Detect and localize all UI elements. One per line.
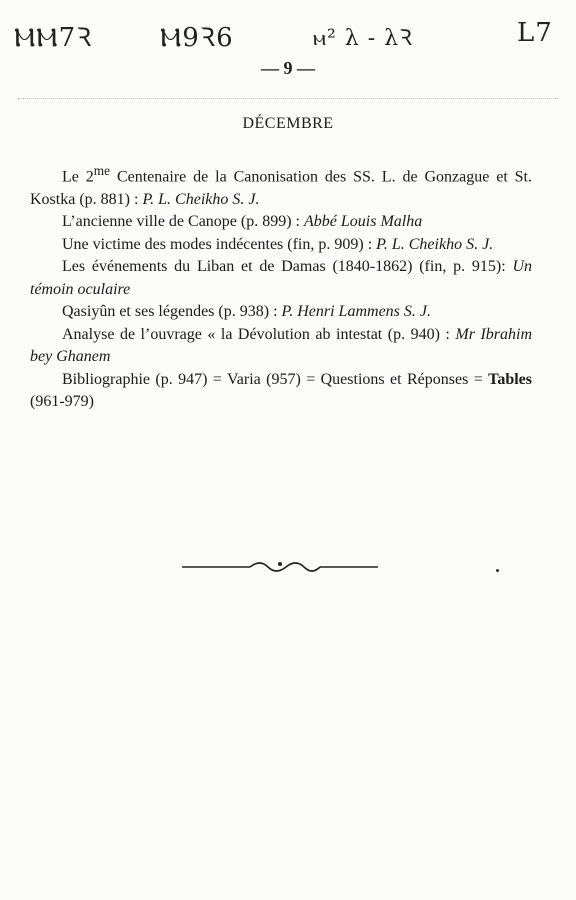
toc-entry bbox=[30, 211, 532, 234]
toc-entry bbox=[30, 256, 532, 301]
entry-text: Les événements du Liban et de Damas (1840-1862) (fin, p. 915): bbox=[62, 258, 513, 276]
handwritten-note-1: ⲘⲘ7Ꝛ bbox=[14, 23, 93, 53]
entry-text: Le 2 bbox=[62, 168, 94, 186]
handwritten-note-3: ⲙ² λ - λꝚ bbox=[313, 26, 413, 51]
entry-text: L’ancienne ville de Canope (p. 899) : bbox=[62, 213, 304, 231]
entry-text: (961-979) bbox=[30, 393, 94, 411]
toc-entry bbox=[30, 160, 532, 211]
entry-author: P. L. Cheikho S. J. bbox=[142, 190, 260, 208]
handwritten-note-4: L7 bbox=[517, 18, 553, 48]
entry-author: P. L. Cheikho S. J. bbox=[376, 235, 494, 253]
entry-text: Bibliographie (p. 947) = Varia (957) = Questions et Réponses = bbox=[62, 370, 489, 388]
dotted-rule bbox=[18, 98, 558, 99]
toc-entry bbox=[30, 301, 532, 324]
entry-text: Qasiyûn et ses légendes (p. 938) : bbox=[62, 303, 282, 321]
entry-text: Une victime des modes indécentes (fin, p. 909) : bbox=[62, 235, 377, 253]
entry-text: Centenaire de la Canonisation des SS. L. de Gonzague et St. Kostka (p. 881) : bbox=[30, 168, 532, 208]
ornament-divider-icon bbox=[180, 555, 380, 575]
toc-entry bbox=[30, 324, 532, 369]
entry-author: Mr Ibrahim bey Ghanem bbox=[30, 325, 532, 366]
entry-author: Un témoin oculaire bbox=[30, 258, 532, 298]
entry-author: Abbé Louis Malha bbox=[304, 213, 423, 231]
table-of-contents bbox=[30, 160, 532, 414]
entry-bold: Tables bbox=[488, 370, 532, 388]
toc-entry bbox=[30, 369, 532, 414]
entry-text: Analyse de l’ouvrage « la Dévolution ab intestat (p. 940) : bbox=[62, 325, 456, 343]
page-number: — 9 — bbox=[261, 58, 315, 78]
ink-speck bbox=[496, 569, 499, 572]
superscript: me bbox=[93, 163, 111, 178]
handwritten-note-2: Ⲙ9Ꝛ6 bbox=[160, 23, 234, 53]
entry-author: P. Henri Lammens S. J. bbox=[281, 303, 431, 321]
section-title: DÉCEMBRE bbox=[242, 115, 334, 132]
toc-entry bbox=[30, 234, 532, 257]
